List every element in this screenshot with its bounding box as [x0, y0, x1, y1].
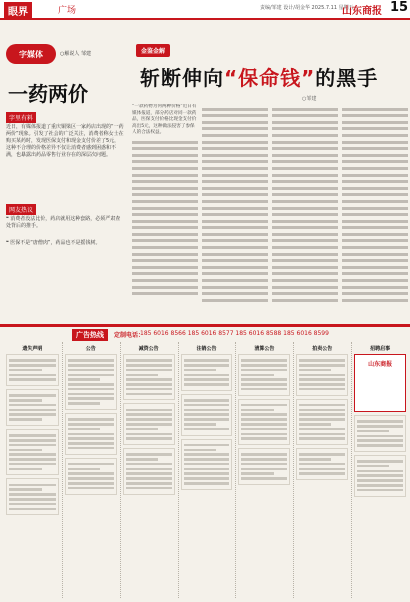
quote-icon: ❝	[6, 216, 11, 222]
ads-phone-label: 定制电话：	[114, 332, 145, 339]
article-column	[132, 104, 198, 316]
classified-heading: 遗失声明	[22, 346, 43, 352]
quote-icon: ❝	[6, 240, 11, 246]
classified-column	[293, 342, 348, 598]
comment-2: ❝ 医保不是“唐僧肉”，药品也不是摇钱树。	[6, 240, 101, 246]
section-text-1: 近日，有媒体报道了重庆铜梁区一家药店出现的“一药两价”现象。引发了社会的广泛关注，消费者称女士在购买某药时，发现医保支付和现金支付价差了5元，这种不合理的价格差异不仅让消费者感到困惑和不满，也暴露出药品零售行业存在的深层次问题。	[6, 124, 124, 158]
classified-heading: 注销公告	[196, 346, 217, 352]
article-lead: “一款药物为何两种价格”近日有媒体报道，部分药店对同一款药品，医保支付价格比现金支付价高出5元，这种做法侵害了参保人的合法权益。	[132, 104, 197, 136]
main-article-body	[132, 104, 408, 316]
section-label-2: 网友热议	[6, 204, 36, 215]
article-column	[342, 104, 408, 316]
classified-heading: 清算公告	[254, 346, 275, 352]
classified-column	[235, 342, 290, 598]
left-headline: 一药两价	[8, 82, 88, 106]
paper-name: 山东商报	[342, 6, 382, 17]
classified-heading: 招聘启事	[370, 346, 391, 352]
page-number: 15	[390, 0, 409, 15]
classified-column	[62, 342, 117, 598]
article-column	[272, 104, 338, 316]
classifieds-area	[4, 342, 406, 598]
article-column	[202, 104, 268, 316]
advertisement-box: 山东商报	[354, 354, 406, 412]
column-name: 广场	[58, 6, 77, 16]
classified-column	[178, 342, 233, 598]
comment-1: ❝ 消费者没法比价，药店就用这种套路，必须严肃查处背后的推手。	[6, 216, 121, 229]
classified-column	[4, 342, 59, 598]
section-divider	[0, 324, 410, 327]
classified-column	[120, 342, 175, 598]
classified-heading: 拍卖公告	[312, 346, 333, 352]
ads-phone-numbers: 185 6016 8566 185 6016 8577 185 6016 8588 185 6016 8599	[140, 330, 329, 337]
section-label-1: 字里有料	[6, 112, 36, 123]
ads-logo: 广告热线	[72, 329, 108, 341]
column-author: ○解说人 邹建	[60, 51, 91, 57]
section-tag: 眼界	[4, 2, 32, 19]
classified-heading: 减资公告	[138, 346, 159, 352]
column-logo: 字媒体	[6, 44, 56, 64]
classified-heading: 公告	[85, 346, 96, 352]
main-headline: 斩断伸向“保命钱”的黑手	[140, 66, 379, 90]
classified-column	[351, 342, 406, 598]
main-badge: 金鉴金解	[136, 44, 170, 57]
main-byline: ○邹建	[302, 96, 317, 102]
page-meta: 责编/邹建 设计/胡金华 2025.7.11 星期五	[260, 5, 354, 11]
